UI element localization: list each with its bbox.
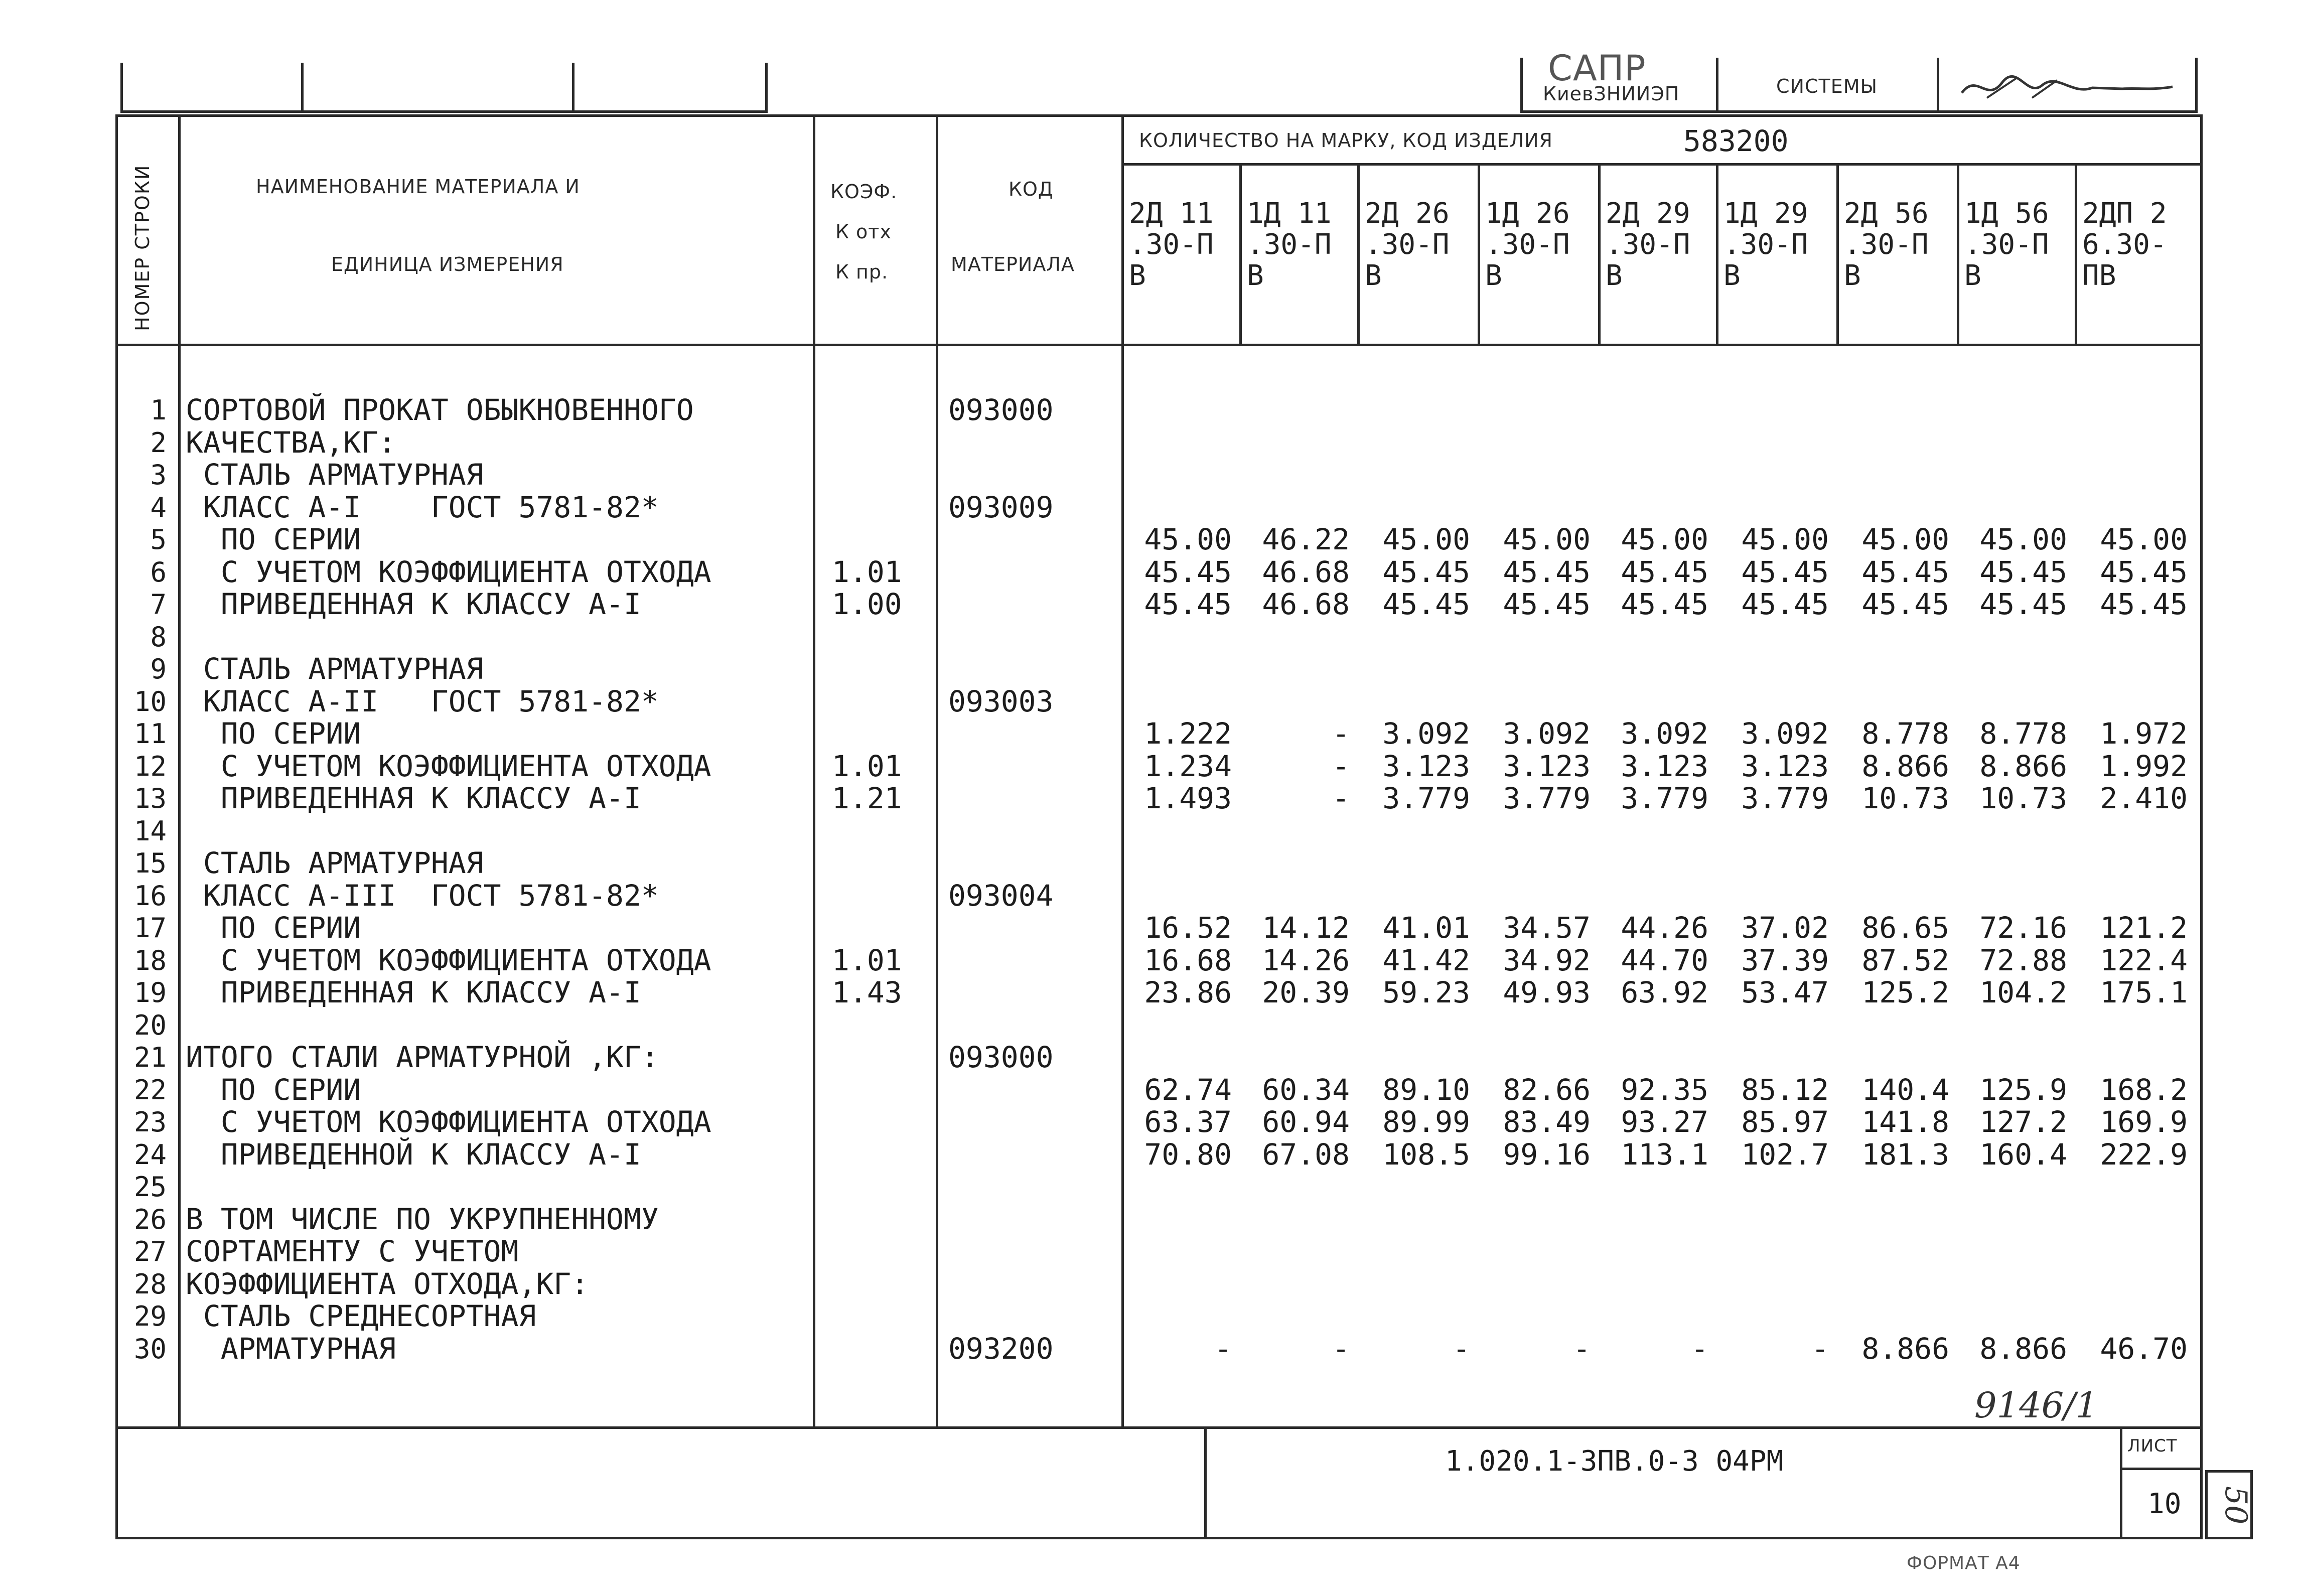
quantity-cell: 45.00 (1861, 522, 1949, 556)
row-number: 6 (150, 556, 167, 588)
material-name: ПРИВЕДЕННАЯ К КЛАССУ А-I (186, 781, 641, 815)
material-name: СТАЛЬ АРМАТУРНАЯ (186, 846, 484, 880)
material-name: С УЧЕТОМ КОЭФФИЦИЕНТА ОТХОДА (186, 1105, 711, 1139)
quantity-cell: 45.00 (1503, 522, 1591, 556)
quantity-cell: 85.12 (1741, 1073, 1829, 1107)
quantity-cell: - (1214, 1332, 1232, 1366)
row-number: 24 (133, 1139, 167, 1171)
quantity-cell: 87.52 (1861, 943, 1949, 977)
row-number: 7 (150, 589, 167, 620)
row-number: 12 (133, 751, 167, 782)
coef-header-line1: КОЭФ. (830, 181, 898, 203)
material-name: ПО СЕРИИ (186, 522, 361, 556)
quantity-cell: 113.1 (1621, 1137, 1708, 1172)
quantity-cell: 10.73 (1979, 781, 2067, 815)
quantity-cell: 60.34 (1262, 1073, 1350, 1107)
sheet-number: 10 (2147, 1488, 2182, 1520)
quantity-cell: 3.123 (1741, 749, 1829, 783)
coef-header-line3: К пр. (835, 261, 889, 283)
quantity-cell: 8.866 (1979, 749, 2067, 783)
material-name: СТАЛЬ СРЕДНЕСОРТНАЯ (186, 1299, 536, 1333)
row-number: 11 (133, 718, 167, 750)
coefficient: 1.00 (832, 587, 902, 621)
divider (1716, 58, 1718, 113)
material-name: С УЧЕТОМ КОЭФФИЦИЕНТА ОТХОДА (186, 555, 711, 589)
quantity-cell: 8.866 (1861, 749, 1949, 783)
material-name: ПО СЕРИИ (186, 716, 361, 751)
coefficient: 1.43 (832, 975, 902, 1009)
quantity-cell: 49.93 (1503, 975, 1591, 1009)
col-divider (178, 114, 181, 1429)
quantity-cell: 45.00 (1741, 522, 1829, 556)
quantity-cell: 45.45 (2100, 587, 2188, 621)
row-number: 26 (133, 1204, 167, 1235)
document-code: 1.020.1-3ПВ.0-3 04РМ (1445, 1445, 1784, 1478)
row-number: 21 (133, 1042, 167, 1073)
quantity-cell: 8.778 (1861, 716, 1949, 751)
quantity-cell: 2.410 (2100, 781, 2188, 815)
material-name: КЛАСС А-III ГОСТ 5781-82* (186, 879, 659, 913)
quantity-cell: 45.00 (2100, 522, 2188, 556)
material-code: 093000 (948, 1040, 1054, 1074)
quantity-cell: 169.9 (2100, 1105, 2188, 1139)
quantity-cell: 45.45 (1503, 555, 1591, 589)
quantity-cell: 45.45 (1144, 555, 1232, 589)
quantity-cell: - (1573, 1332, 1591, 1366)
quantity-cell: 168.2 (2100, 1073, 2188, 1107)
code-header-line1: КОД (1009, 178, 1054, 200)
row-number: 8 (150, 621, 167, 653)
quantity-cell: 175.1 (2100, 975, 2188, 1009)
row-number: 23 (133, 1106, 167, 1138)
quantity-cell: 63.37 (1144, 1105, 1232, 1139)
row-number: 5 (150, 524, 167, 555)
col-divider (936, 114, 938, 1429)
column-header-4: 1Д 26 .30-П В (1485, 197, 1570, 292)
quantity-cell: 93.27 (1621, 1105, 1708, 1139)
quantity-cell: 222.9 (2100, 1137, 2188, 1172)
quantity-cell: 102.7 (1741, 1137, 1829, 1172)
quantity-cell: 45.45 (1741, 587, 1829, 621)
material-name: СОРТАМЕНТУ С УЧЕТОМ (186, 1234, 519, 1268)
column-header-1: 2Д 11 .30-П В (1129, 197, 1214, 292)
quantity-cell: 37.02 (1741, 911, 1829, 945)
quantity-cell: 1.992 (2100, 749, 2188, 783)
quantity-cell: 86.65 (1861, 911, 1949, 945)
col-divider (1357, 163, 1360, 344)
quantity-cell: 63.92 (1621, 975, 1708, 1009)
quantity-cell: 3.092 (1503, 716, 1591, 751)
organization-name: КиевЗНИИЭП (1543, 83, 1680, 105)
quantity-cell: 23.86 (1144, 975, 1232, 1009)
material-name: КАЧЕСТВА,КГ: (186, 425, 396, 460)
quantity-cell: 3.779 (1621, 781, 1708, 815)
quantity-cell: 46.68 (1262, 555, 1350, 589)
quantity-cell: 10.73 (1861, 781, 1949, 815)
quantity-cell: 16.52 (1144, 911, 1232, 945)
quantity-cell: 45.45 (1382, 587, 1470, 621)
quantity-cell: 59.23 (1382, 975, 1470, 1009)
quantity-cell: 44.70 (1621, 943, 1708, 977)
column-header-5: 2Д 29 .30-П В (1606, 197, 1690, 292)
quantity-cell: 92.35 (1621, 1073, 1708, 1107)
quantity-cell: 53.47 (1741, 975, 1829, 1009)
quantity-cell: 1.493 (1144, 781, 1232, 815)
material-header-line1: НАИМЕНОВАНИЕ МАТЕРИАЛА И (256, 176, 580, 198)
material-name: ПРИВЕДЕННОЙ К КЛАССУ А-I (186, 1137, 641, 1172)
material-code: 093200 (948, 1332, 1054, 1366)
quantity-cell: 70.80 (1144, 1137, 1232, 1172)
quantity-cell: 45.00 (1979, 522, 2067, 556)
quantity-cell: 60.94 (1262, 1105, 1350, 1139)
column-header-6: 1Д 29 .30-П В (1723, 197, 1808, 292)
quantity-header: КОЛИЧЕСТВО НА МАРКУ, КОД ИЗДЕЛИЯ (1139, 129, 1553, 152)
col-divider (1716, 163, 1718, 344)
quantity-cell: 85.97 (1741, 1105, 1829, 1139)
quantity-cell: 45.45 (2100, 555, 2188, 589)
material-name: АРМАТУРНАЯ (186, 1332, 396, 1366)
material-name: СОРТОВОЙ ПРОКАТ ОБЫКНОВЕННОГО (186, 393, 694, 427)
quantity-cell: 3.092 (1382, 716, 1470, 751)
column-header-7: 2Д 56 .30-П В (1844, 197, 1929, 292)
quantity-cell: 141.8 (1861, 1105, 1949, 1139)
coefficient: 1.01 (832, 555, 902, 589)
row-number: 9 (150, 653, 167, 685)
quantity-cell: 46.22 (1262, 522, 1350, 556)
divider (572, 63, 574, 113)
quantity-header-line (1121, 163, 2203, 166)
quantity-cell: 45.45 (1741, 555, 1829, 589)
quantity-cell: 46.68 (1262, 587, 1350, 621)
material-name: ПО СЕРИИ (186, 911, 361, 945)
col-divider (1121, 114, 1124, 1429)
quantity-cell: 140.4 (1861, 1073, 1949, 1107)
quantity-cell: 45.45 (1979, 587, 2067, 621)
material-name: КОЭФФИЦИЕНТА ОТХОДА,КГ: (186, 1267, 589, 1301)
material-name: С УЧЕТОМ КОЭФФИЦИЕНТА ОТХОДА (186, 943, 711, 977)
row-number: 28 (133, 1268, 167, 1300)
quantity-cell: 3.779 (1741, 781, 1829, 815)
quantity-cell: 3.123 (1503, 749, 1591, 783)
material-name: ПРИВЕДЕННАЯ К КЛАССУ А-I (186, 975, 641, 1009)
quantity-cell: 72.88 (1979, 943, 2067, 977)
material-name: КЛАСС А-I ГОСТ 5781-82* (186, 490, 659, 524)
stamp-text: САПР (1548, 48, 1646, 89)
row-number: 22 (133, 1074, 167, 1106)
material-code: 093009 (948, 490, 1054, 524)
quantity-cell: 108.5 (1382, 1137, 1470, 1172)
quantity-cell: 3.092 (1621, 716, 1708, 751)
col-divider (1957, 163, 1959, 344)
quantity-cell: 45.45 (1621, 555, 1708, 589)
quantity-cell: - (1811, 1332, 1829, 1366)
coefficient: 1.21 (832, 781, 902, 815)
quantity-cell: 125.2 (1861, 975, 1949, 1009)
quantity-cell: 62.74 (1144, 1073, 1232, 1107)
quantity-cell: 72.16 (1979, 911, 2067, 945)
quantity-cell: 125.9 (1979, 1073, 2067, 1107)
row-number: 20 (133, 1009, 167, 1041)
quantity-cell: - (1332, 716, 1350, 751)
col-divider (1598, 163, 1601, 344)
quantity-cell: 82.66 (1503, 1073, 1591, 1107)
quantity-cell: 44.26 (1621, 911, 1708, 945)
quantity-cell: 121.2 (2100, 911, 2188, 945)
row-number-header: НОМЕР СТРОКИ (131, 164, 154, 331)
quantity-cell: 3.123 (1382, 749, 1470, 783)
row-number: 27 (133, 1236, 167, 1267)
quantity-cell: 3.092 (1741, 716, 1829, 751)
quantity-cell: 8.866 (1861, 1332, 1949, 1366)
quantity-cell: 45.45 (1621, 587, 1708, 621)
quantity-cell: 3.123 (1621, 749, 1708, 783)
quantity-cell: 41.01 (1382, 911, 1470, 945)
row-number: 29 (133, 1300, 167, 1332)
column-header-8: 1Д 56 .30-П В (1964, 197, 2049, 292)
quantity-cell: 45.45 (1861, 587, 1949, 621)
quantity-cell: 127.2 (1979, 1105, 2067, 1139)
material-name: ПРИВЕДЕННАЯ К КЛАССУ А-I (186, 587, 641, 621)
material-code: 093000 (948, 393, 1054, 427)
divider (1204, 1429, 1207, 1539)
divider (301, 63, 304, 113)
row-number: 15 (133, 847, 167, 879)
top-left-stamp (120, 63, 768, 113)
bottom-stamp (115, 1429, 2203, 1539)
quantity-cell: 46.70 (2100, 1332, 2188, 1366)
col-divider (1239, 163, 1242, 344)
coefficient: 1.01 (832, 749, 902, 783)
material-header-line2: ЕДИНИЦА ИЗМЕРЕНИЯ (331, 253, 564, 275)
row-number: 3 (150, 459, 167, 491)
col-divider (1836, 163, 1839, 344)
material-name: СТАЛЬ АРМАТУРНАЯ (186, 458, 484, 492)
quantity-cell: 45.00 (1621, 522, 1708, 556)
row-number: 16 (133, 880, 167, 912)
quantity-cell: - (1453, 1332, 1470, 1366)
column-header-2: 1Д 11 .30-П В (1247, 197, 1332, 292)
row-number: 19 (133, 977, 167, 1008)
quantity-cell: 45.45 (1382, 555, 1470, 589)
material-name: ИТОГО СТАЛИ АРМАТУРНОЙ ,КГ: (186, 1040, 659, 1074)
quantity-cell: 89.99 (1382, 1105, 1470, 1139)
quantity-cell: 45.00 (1382, 522, 1470, 556)
quantity-cell: 67.08 (1262, 1137, 1350, 1172)
quantity-cell: 16.68 (1144, 943, 1232, 977)
product-code: 583200 (1683, 124, 1789, 158)
quantity-cell: 45.45 (1861, 555, 1949, 589)
coef-header-line2: К отх (835, 221, 892, 243)
divider (2120, 1468, 2203, 1470)
quantity-cell: - (1691, 1332, 1708, 1366)
row-number: 14 (133, 815, 167, 847)
quantity-cell: 160.4 (1979, 1137, 2067, 1172)
quantity-cell: 83.49 (1503, 1105, 1591, 1139)
quantity-cell: - (1332, 749, 1350, 783)
col-divider (1478, 163, 1480, 344)
row-number: 17 (133, 912, 167, 944)
material-name: КЛАСС А-II ГОСТ 5781-82* (186, 684, 659, 718)
coefficient: 1.01 (832, 943, 902, 977)
row-number: 4 (150, 492, 167, 523)
quantity-cell: 45.45 (1503, 587, 1591, 621)
quantity-cell: 3.779 (1503, 781, 1591, 815)
quantity-cell: 181.3 (1861, 1137, 1949, 1172)
quantity-cell: 41.42 (1382, 943, 1470, 977)
quantity-cell: 20.39 (1262, 975, 1350, 1009)
format-label: ФОРМАТ А4 (1907, 1553, 2021, 1573)
col-divider (813, 114, 815, 1429)
quantity-cell: 1.234 (1144, 749, 1232, 783)
sheet-label: ЛИСТ (2127, 1436, 2178, 1456)
quantity-cell: 45.00 (1144, 522, 1232, 556)
code-header-line2: МАТЕРИАЛА (951, 253, 1075, 275)
quantity-cell: 37.39 (1741, 943, 1829, 977)
quantity-cell: 89.10 (1382, 1073, 1470, 1107)
column-header-3: 2Д 26 .30-П В (1365, 197, 1450, 292)
material-name: В ТОМ ЧИСЛЕ ПО УКРУПНЕННОМУ (186, 1202, 659, 1236)
quantity-cell: 122.4 (2100, 943, 2188, 977)
divider (2120, 1429, 2122, 1539)
quantity-cell: 99.16 (1503, 1137, 1591, 1172)
handwritten-number: 9146/1 (1974, 1385, 2098, 1426)
quantity-cell: 1.972 (2100, 716, 2188, 751)
material-code: 093004 (948, 879, 1054, 913)
material-code: 093003 (948, 684, 1054, 718)
signature-image (1957, 68, 2178, 108)
column-header-9: 2ДП 2 6.30- ПВ (2082, 197, 2167, 292)
col-divider (2075, 163, 2077, 344)
quantity-cell: 1.222 (1144, 716, 1232, 751)
row-number: 13 (133, 783, 167, 814)
quantity-cell: 104.2 (1979, 975, 2067, 1009)
quantity-cell: 14.26 (1262, 943, 1350, 977)
material-name: СТАЛЬ АРМАТУРНАЯ (186, 652, 484, 686)
quantity-cell: 3.779 (1382, 781, 1470, 815)
divider (1937, 58, 1939, 113)
quantity-cell: 34.57 (1503, 911, 1591, 945)
row-number: 10 (133, 686, 167, 717)
quantity-cell: 8.866 (1979, 1332, 2067, 1366)
row-number: 25 (133, 1171, 167, 1203)
row-number: 1 (150, 394, 167, 426)
row-number: 2 (150, 427, 167, 459)
quantity-cell: 45.45 (1144, 587, 1232, 621)
material-name: ПО СЕРИИ (186, 1073, 361, 1107)
quantity-cell: 45.45 (1979, 555, 2067, 589)
row-number: 30 (133, 1333, 167, 1365)
quantity-cell: 14.12 (1262, 911, 1350, 945)
quantity-cell: 34.92 (1503, 943, 1591, 977)
system-label: СИСТЕМЫ (1776, 75, 1878, 97)
margin-number: 50 (2218, 1486, 2254, 1525)
quantity-cell: - (1332, 1332, 1350, 1366)
material-name: С УЧЕТОМ КОЭФФИЦИЕНТА ОТХОДА (186, 749, 711, 783)
header-bottom-line (115, 344, 2203, 346)
quantity-cell: 8.778 (1979, 716, 2067, 751)
quantity-cell: - (1332, 781, 1350, 815)
row-number: 18 (133, 945, 167, 976)
